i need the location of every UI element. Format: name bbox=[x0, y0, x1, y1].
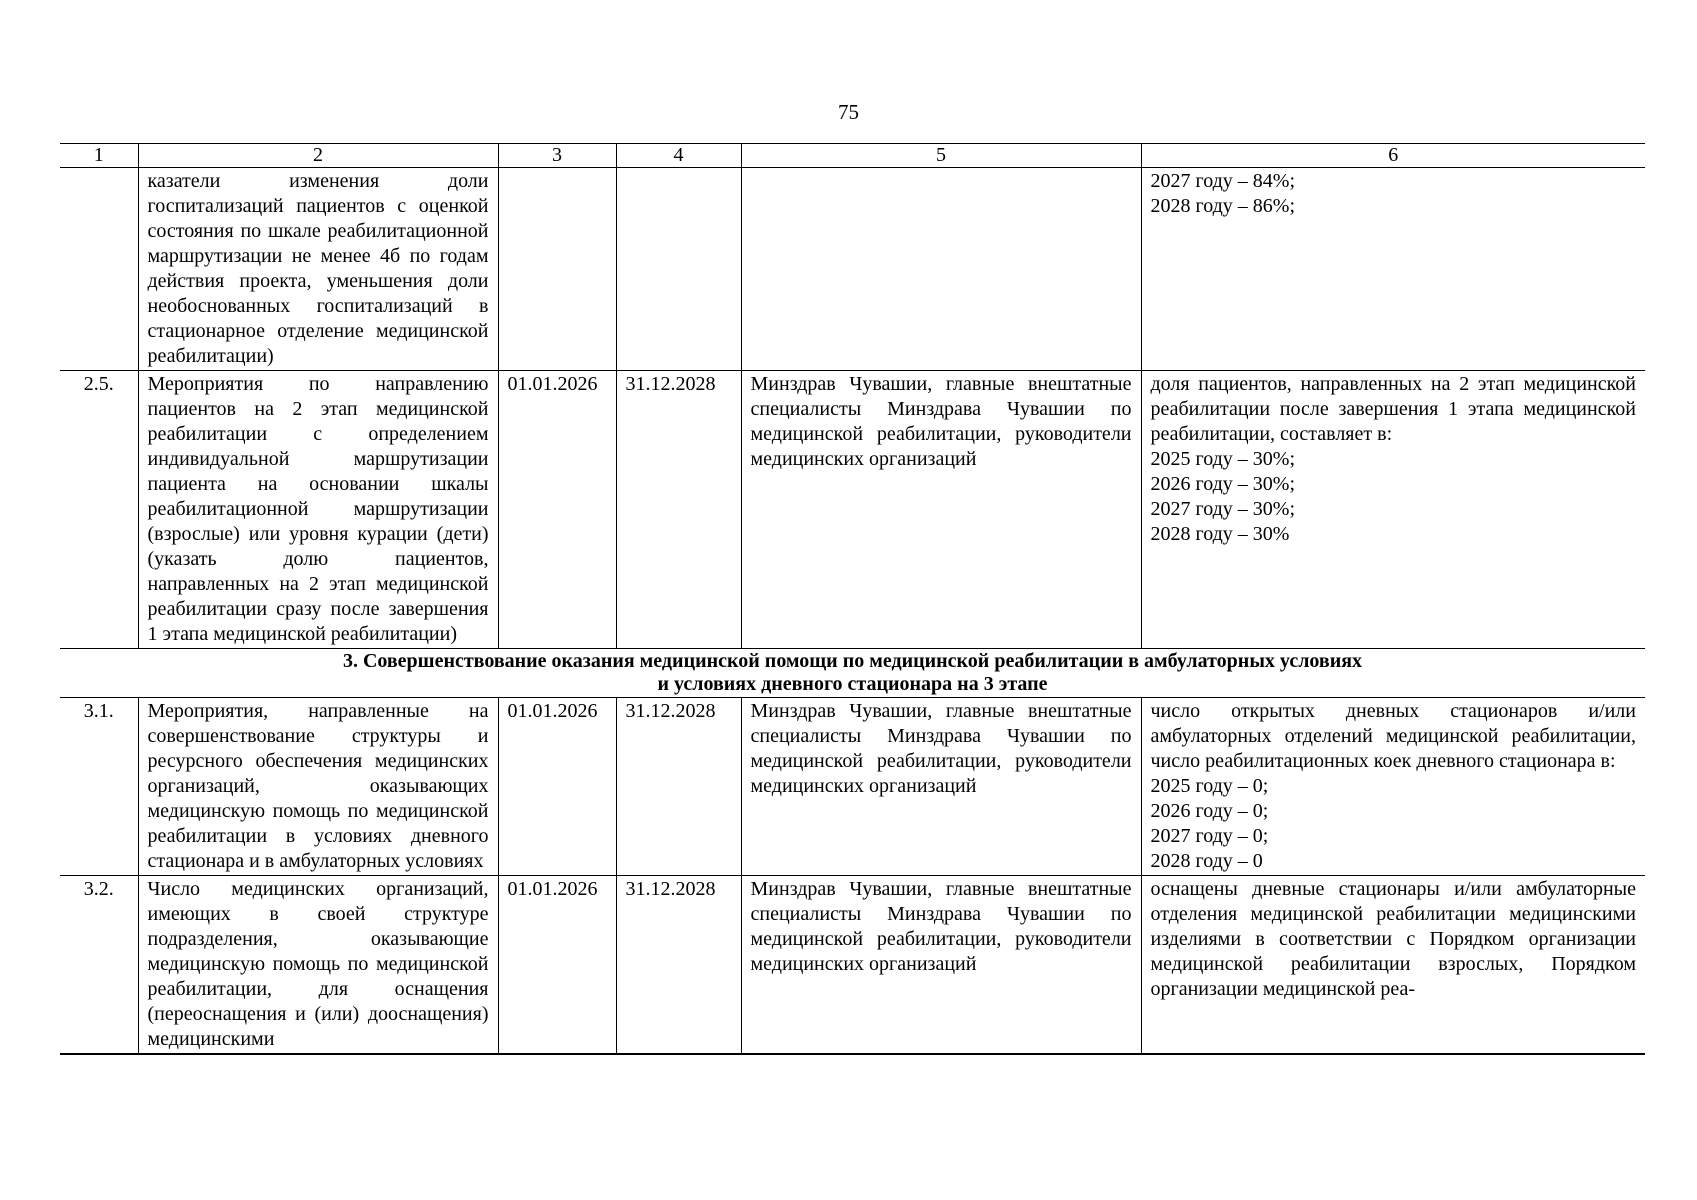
column-header-6: 6 bbox=[1141, 144, 1645, 168]
column-header-1: 1 bbox=[60, 144, 138, 168]
responsible-text: Минздрав Чувашии, главные внештатные специалисты Минздрава Чувашии по медицинской реабилитации, руководители медицинских организаций bbox=[741, 698, 1141, 876]
column-header-4: 4 bbox=[616, 144, 741, 168]
result-line: оснащены дневные стационары и/или амбулаторные отделения медицинской реабилитации медицинскими изделиями в соответствии с Порядком организации медицинской реабилитации взрослых, Порядком организации медицинской реа- bbox=[1150, 878, 1636, 1000]
result-line: число открытых дневных стационаров и/или амбулаторных отделений медицинской реабилитации, число реабилитационных коек дневного стационара в: bbox=[1150, 700, 1636, 772]
section-heading-line: и условиях дневного стационара на 3 этапе bbox=[657, 673, 1048, 695]
table-row bbox=[60, 371, 1645, 649]
column-header-5: 5 bbox=[741, 144, 1141, 168]
result-line: 2025 году – 0; bbox=[1150, 775, 1269, 797]
start-date: 01.01.2026 bbox=[498, 698, 616, 876]
responsible-text: Минздрав Чувашии, главные внештатные специалисты Минздрава Чувашии по медицинской реабилитации, руководители медицинских организаций bbox=[741, 371, 1141, 649]
column-header-3: 3 bbox=[498, 144, 616, 168]
result-line: доля пациентов, направленных на 2 этап медицинской реабилитации после завершения 1 этапа медицинской реабилитации, составляет в: bbox=[1150, 373, 1636, 445]
end-date bbox=[616, 168, 741, 371]
end-date: 31.12.2028 bbox=[616, 371, 741, 649]
result-line: 2028 году – 86%; bbox=[1150, 195, 1296, 217]
row-number: 3.2. bbox=[60, 876, 138, 1055]
result-cell bbox=[1141, 168, 1645, 371]
measure-text: Число медицинских организаций, имеющих в своей структуре подразделения, оказывающие медицинскую помощь по медицинской реабилитации, для оснащения (переоснащения и (или) дооснащения) медицинскими bbox=[138, 876, 498, 1055]
result-cell bbox=[1141, 698, 1645, 876]
section-row bbox=[60, 649, 1645, 698]
section-heading-line: 3. Совершенствование оказания медицинской помощи по медицинской реабилитации в амбулаторных условиях bbox=[342, 650, 1363, 672]
start-date: 01.01.2026 bbox=[498, 876, 616, 1055]
start-date: 01.01.2026 bbox=[498, 371, 616, 649]
table-row bbox=[60, 168, 1645, 371]
result-line: 2028 году – 0 bbox=[1150, 850, 1263, 872]
row-number bbox=[60, 168, 138, 371]
result-line: 2027 году – 30%; bbox=[1150, 498, 1296, 520]
result-line: 2026 году – 30%; bbox=[1150, 473, 1296, 495]
column-header-2: 2 bbox=[138, 144, 498, 168]
section-heading bbox=[60, 649, 1645, 698]
result-line: 2027 году – 84%; bbox=[1150, 170, 1296, 192]
measure-text: Мероприятия, направленные на совершенствование структуры и ресурсного обеспечения медицинских организаций, оказывающих медицинскую помощь по медицинской реабилитации в условиях дневного стационара и в амбулаторных условиях bbox=[138, 698, 498, 876]
row-number: 2.5. bbox=[60, 371, 138, 649]
table-row bbox=[60, 698, 1645, 876]
row-number: 3.1. bbox=[60, 698, 138, 876]
start-date bbox=[498, 168, 616, 371]
measures-table bbox=[60, 143, 1645, 1055]
result-line: 2026 году – 0; bbox=[1150, 800, 1269, 822]
end-date: 31.12.2028 bbox=[616, 876, 741, 1055]
result-line: 2028 году – 30% bbox=[1150, 523, 1290, 545]
result-cell bbox=[1141, 371, 1645, 649]
result-cell bbox=[1141, 876, 1645, 1055]
table-header-row bbox=[60, 144, 1645, 168]
table-row bbox=[60, 876, 1645, 1055]
result-line: 2025 году – 30%; bbox=[1150, 448, 1296, 470]
page-number: 75 bbox=[838, 100, 859, 124]
end-date: 31.12.2028 bbox=[616, 698, 741, 876]
responsible-text: Минздрав Чувашии, главные внештатные специалисты Минздрава Чувашии по медицинской реабилитации, руководители медицинских организаций bbox=[741, 876, 1141, 1055]
measure-text: казатели изменения доли госпитализаций пациентов с оценкой состояния по шкале реабилитационной маршрутизации не менее 4б по годам действия проекта, уменьшения доли необоснованных госпитализаций в стационарное отделение медицинской реабилитации) bbox=[138, 168, 498, 371]
measure-text: Мероприятия по направлению пациентов на 2 этап медицинской реабилитации с определением индивидуальной маршрутизации пациента на основании шкалы реабилитационной маршрутизации (взрослые) или уровня курации (дети) (указать долю пациентов, направленных на 2 этап медицинской реабилитации сразу после завершения 1 этапа медицинской реабилитации) bbox=[138, 371, 498, 649]
responsible-text bbox=[741, 168, 1141, 371]
result-line: 2027 году – 0; bbox=[1150, 825, 1269, 847]
